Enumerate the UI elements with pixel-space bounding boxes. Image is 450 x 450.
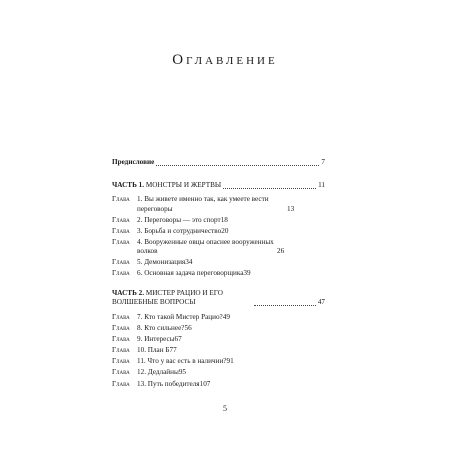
leader-dots: [254, 305, 316, 306]
chapter-page: 91: [226, 357, 234, 366]
leader-dots: [156, 165, 319, 166]
chapter-page: 18: [220, 215, 228, 224]
toc-chapter[interactable]: [112, 380, 325, 390]
chapter-word: Глава: [112, 226, 130, 235]
part-page: 11: [318, 180, 325, 189]
toc-chapter[interactable]: [112, 216, 325, 226]
chapter-word: Глава: [112, 195, 130, 203]
leader-dots: [223, 188, 316, 189]
chapter-page: 95: [178, 368, 187, 377]
toc-chapter[interactable]: [112, 258, 325, 268]
chapter-number: 7.: [137, 312, 143, 321]
toc-chapter[interactable]: [112, 227, 325, 237]
part-number: ЧАСТЬ 1.: [112, 180, 145, 189]
chapter-word: Глава: [112, 346, 130, 355]
chapter-title: Вооруженные овцы опаснее вооруженных волков: [137, 237, 274, 256]
chapter-number: 6.: [137, 269, 143, 278]
chapter-page: 67: [174, 335, 182, 344]
chapter-title: Вы живете именно так, как умеете вести переговоры: [137, 195, 269, 213]
chapter-title: Кто сильнее?: [144, 324, 185, 333]
chapter-number: 1.: [137, 195, 143, 203]
toc-chapter[interactable]: [112, 324, 325, 334]
part-title: МИСТЕР РАЦИО И ЕГО ВОЛШЕБНЫЕ ВОПРОСЫ: [112, 288, 223, 307]
chapter-word: Глава: [112, 357, 130, 366]
chapter-title: Интересы: [144, 335, 175, 344]
chapter-page: 20: [221, 226, 229, 235]
chapter-number: 8.: [137, 324, 143, 333]
chapter-page: 34: [185, 258, 193, 267]
chapter-number: 2.: [137, 215, 143, 224]
toc-chapter[interactable]: [112, 313, 325, 323]
chapter-number: 9.: [137, 335, 143, 344]
preface-label: Предисловие: [112, 158, 155, 166]
chapter-page: 39: [243, 269, 251, 278]
chapter-title: Основная задача переговорщика: [144, 269, 244, 278]
chapter-page: 56: [184, 324, 192, 333]
chapter-title: Кто такой Мистер Рацио?: [144, 312, 223, 321]
chapter-word: Глава: [112, 368, 130, 377]
toc-part-2[interactable]: [112, 289, 325, 308]
chapter-title: Борьба и сотрудничество: [144, 226, 222, 235]
toc-preface[interactable]: [112, 158, 325, 168]
chapter-word: Глава: [112, 335, 130, 344]
chapter-title: Что у вас есть в наличии?: [147, 357, 227, 366]
chapter-word: Глава: [112, 269, 130, 278]
toc-chapter[interactable]: [112, 195, 325, 214]
part-2-chapters: [112, 313, 325, 389]
chapter-word: Глава: [112, 258, 130, 267]
chapter-word: Глава: [112, 379, 130, 388]
chapter-page: 77: [169, 346, 177, 355]
toc-chapter[interactable]: [112, 368, 325, 378]
chapter-title: Переговоры — это спорт: [144, 215, 221, 224]
chapter-page: 107: [199, 379, 211, 388]
page-title: Оглавление: [172, 52, 278, 68]
chapter-title: Демонизация: [144, 258, 186, 267]
chapter-title: План Б: [147, 346, 170, 355]
part-1-chapters: [112, 195, 325, 279]
toc-chapter[interactable]: [112, 346, 325, 356]
chapter-word: Глава: [112, 312, 130, 321]
part-number: ЧАСТЬ 2.: [112, 288, 145, 297]
preface-page: 7: [321, 158, 325, 166]
chapter-number: 4.: [137, 237, 143, 246]
chapter-word: Глава: [112, 324, 130, 333]
toc-chapter[interactable]: [112, 357, 325, 367]
chapter-page: 26: [277, 247, 285, 256]
chapter-number: 12.: [137, 368, 146, 377]
chapter-page: 13: [287, 204, 295, 213]
chapter-title: Путь победителя: [147, 379, 200, 388]
chapter-word: Глава: [112, 237, 130, 246]
toc-chapter[interactable]: [112, 238, 325, 257]
chapter-page: 49: [222, 312, 230, 321]
part-title: МОНСТРЫ И ЖЕРТВЫ: [145, 180, 222, 189]
chapter-word: Глава: [112, 215, 130, 224]
toc-part-1[interactable]: [112, 181, 325, 191]
toc-chapter[interactable]: [112, 269, 325, 279]
table-of-contents: [112, 158, 325, 399]
part-page: 47: [317, 298, 325, 307]
toc-chapter[interactable]: [112, 335, 325, 345]
page-number: 5: [223, 404, 227, 413]
chapter-number: 11.: [137, 357, 146, 366]
chapter-title: Дедлайны: [147, 368, 179, 377]
chapter-number: 3.: [137, 226, 143, 235]
chapter-number: 13.: [137, 379, 146, 388]
chapter-number: 5.: [137, 258, 143, 267]
chapter-number: 10.: [137, 346, 146, 355]
